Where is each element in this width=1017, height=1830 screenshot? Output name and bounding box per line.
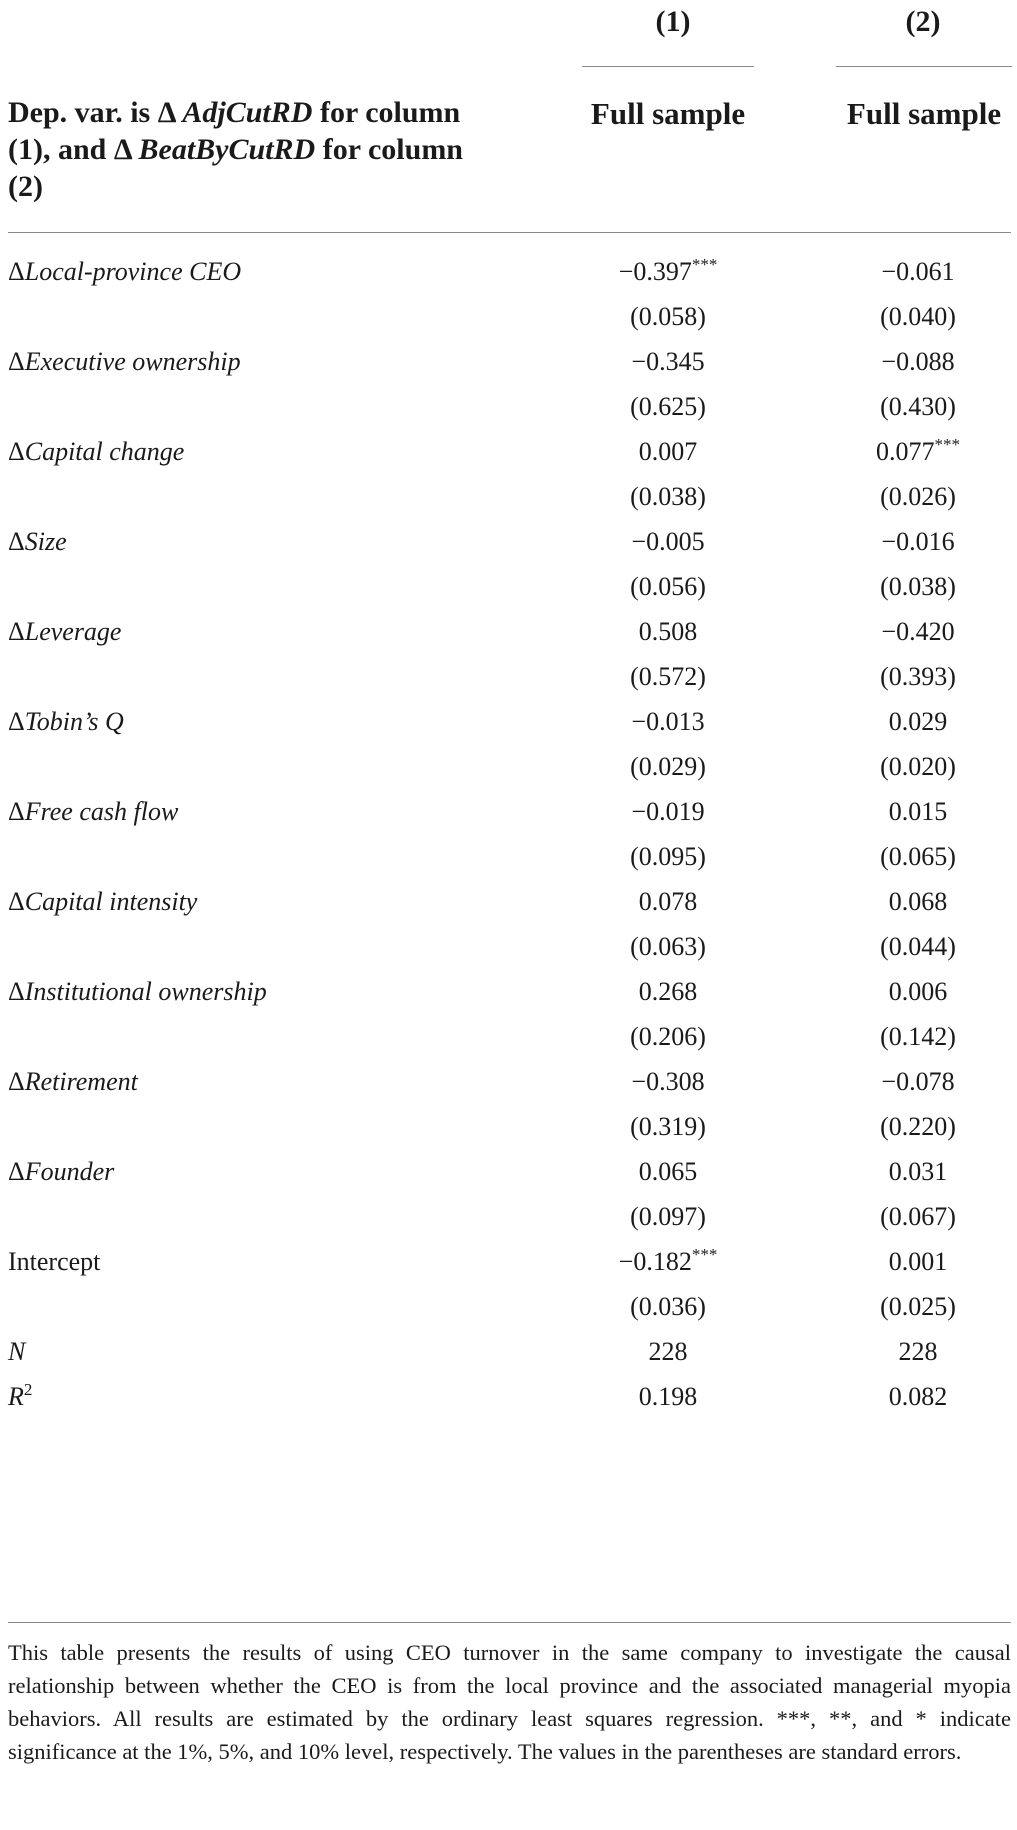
cell-col1: (0.036) [630, 1292, 706, 1321]
cell-col1: −0.013 [631, 707, 705, 736]
variable-name: Institutional ownership [24, 977, 267, 1006]
cell-col2: (0.067) [880, 1202, 956, 1231]
cell-col2: (0.038) [880, 572, 956, 601]
delta-symbol: Δ [8, 1157, 25, 1186]
table-row-r-squared [8, 1371, 1011, 1423]
column-2-number: (2) [905, 5, 941, 38]
depvar-suffix: for column (2) [8, 133, 463, 203]
cell-col1: 0.268 [638, 977, 698, 1006]
depvar-mid: for column (1), and Δ [8, 96, 461, 166]
r2-label: R [8, 1382, 24, 1411]
cell-col1: −0.345 [631, 347, 705, 376]
delta-symbol: Δ [8, 887, 25, 916]
depvar-var2: BeatByCutRD [138, 133, 316, 166]
variable-name: Capital change [24, 437, 185, 466]
column-2-sample: Full sample [846, 96, 1002, 131]
variable-name: Free cash flow [24, 797, 179, 826]
cell-col1: (0.029) [630, 752, 706, 781]
cell-col2: (0.025) [880, 1292, 956, 1321]
cell-col2: −0.016 [881, 527, 955, 556]
delta-symbol: Δ [8, 707, 25, 736]
variable-name: Capital intensity [24, 887, 198, 916]
cell-col1: (0.058) [630, 302, 706, 331]
column-1-sample: Full sample [590, 96, 746, 131]
delta-symbol: Δ [8, 797, 25, 826]
variable-name: Retirement [24, 1067, 138, 1096]
variable-name: Local-province CEO [24, 257, 242, 286]
significance-stars: *** [691, 255, 718, 274]
cell-col1: 0.508 [638, 617, 698, 646]
variable-name: Leverage [24, 617, 122, 646]
variable-name: Executive ownership [24, 347, 241, 376]
significance-stars: *** [691, 1245, 718, 1264]
delta-symbol: Δ [8, 347, 25, 376]
cell-col1: −0.182*** [618, 1245, 718, 1276]
cell-col1: (0.319) [630, 1112, 706, 1141]
column-1-rule [582, 66, 754, 67]
cell-col2: 0.082 [888, 1382, 948, 1411]
cell-col2: 0.077*** [876, 435, 960, 466]
cell-col1: (0.063) [630, 932, 706, 961]
cell-col2: 0.006 [888, 977, 948, 1006]
variable-name: Intercept [8, 1247, 101, 1276]
cell-col1: (0.206) [630, 1022, 706, 1051]
cell-col1: (0.056) [630, 572, 706, 601]
cell-col2: −0.088 [881, 347, 955, 376]
column-2-rule [836, 66, 1012, 67]
delta-symbol: Δ [8, 977, 25, 1006]
column-1-number: (1) [655, 5, 691, 38]
cell-col2: 0.029 [888, 707, 948, 736]
variable-name: Founder [24, 1157, 115, 1186]
cell-col1: (0.625) [630, 392, 706, 421]
cell-col2: (0.026) [880, 482, 956, 511]
cell-col2: (0.040) [880, 302, 956, 331]
cell-col1: −0.005 [631, 527, 705, 556]
depvar-prefix: Dep. var. is Δ [8, 96, 183, 129]
cell-col2: (0.020) [880, 752, 956, 781]
delta-symbol: Δ [8, 527, 25, 556]
cell-col1: 0.198 [638, 1382, 698, 1411]
delta-symbol: Δ [8, 1067, 25, 1096]
regression-table [8, 0, 1011, 1830]
cell-col2: (0.393) [880, 662, 956, 691]
table-footnote: This table presents the results of using CEO turnover in the same company to investigate the causal relationship between whether the CEO is from the local province and the associated managerial myopia behaviors. All results are estimated by the ordinary least squares regression. ***, **, and * indicate significance at the 1%, 5%, and 10% level, respectively. The values in the parentheses are standard errors. [8, 1640, 1011, 1764]
cell-col2: −0.061 [881, 257, 955, 286]
cell-col1: −0.397*** [618, 255, 718, 286]
variable-name: N [8, 1337, 26, 1366]
cell-col1: (0.097) [630, 1202, 706, 1231]
cell-col1: (0.038) [630, 482, 706, 511]
cell-col1: −0.019 [631, 797, 705, 826]
table-top-rule [8, 232, 1011, 233]
cell-col2: (0.430) [880, 392, 956, 421]
cell-col2: (0.044) [880, 932, 956, 961]
cell-col1: 0.065 [638, 1157, 698, 1186]
cell-col2: (0.142) [880, 1022, 956, 1051]
delta-symbol: Δ [8, 437, 25, 466]
table-bottom-rule [8, 1622, 1011, 1623]
row-label [8, 1371, 32, 1423]
cell-col1: 0.078 [638, 887, 698, 916]
cell-col2: 0.068 [888, 887, 948, 916]
cell-col2: 0.031 [888, 1157, 948, 1186]
cell-col2: 228 [898, 1337, 938, 1366]
cell-col1: (0.572) [630, 662, 706, 691]
variable-name: Size [24, 527, 67, 556]
delta-symbol: Δ [8, 617, 25, 646]
dependent-variable-header [8, 94, 488, 205]
cell-col1: (0.095) [630, 842, 706, 871]
cell-col2: −0.420 [881, 617, 955, 646]
cell-col2: (0.065) [880, 842, 956, 871]
depvar-var1: AdjCutRD [182, 96, 313, 129]
variable-name: Tobin’s Q [24, 707, 124, 736]
cell-col1: 0.007 [638, 437, 698, 466]
cell-col2: −0.078 [881, 1067, 955, 1096]
cell-col2: (0.220) [880, 1112, 956, 1141]
significance-stars: *** [934, 435, 960, 454]
cell-col2: 0.001 [888, 1247, 948, 1276]
cell-col1: 228 [648, 1337, 688, 1366]
delta-symbol: Δ [8, 257, 25, 286]
cell-col1: −0.308 [631, 1067, 705, 1096]
r2-sup: 2 [23, 1380, 33, 1399]
cell-col2: 0.015 [888, 797, 948, 826]
